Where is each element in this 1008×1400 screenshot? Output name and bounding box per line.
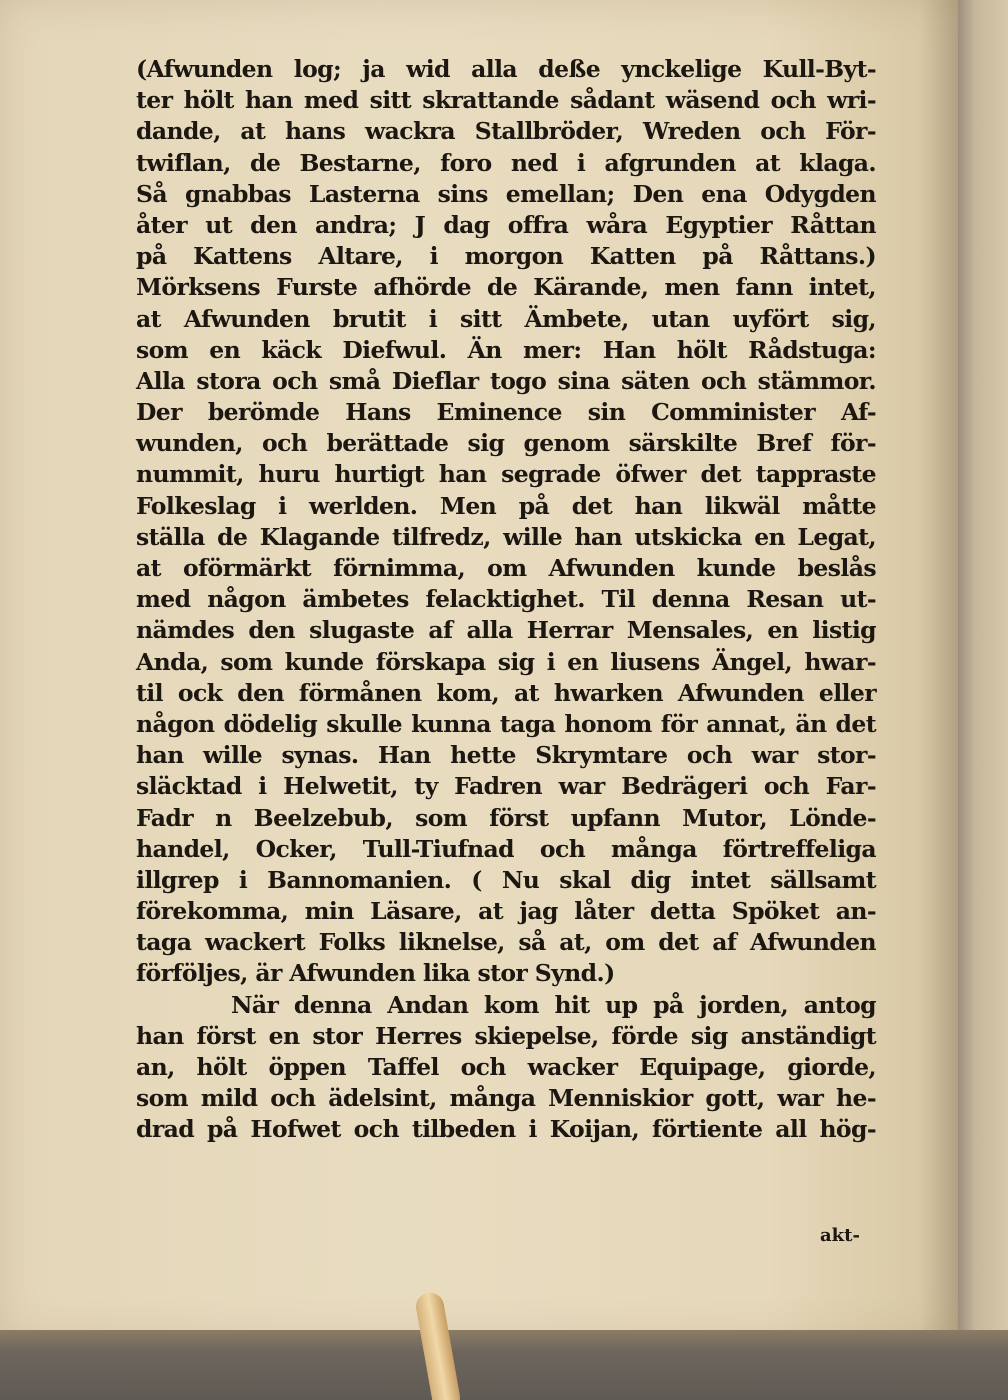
text-line: Der berömde Hans Eminence sin Comminister Af- — [136, 398, 876, 427]
text-line: nämdes den slugaste af alla Herrar Mensales, en listig — [136, 616, 876, 645]
text-line: twiflan, de Bestarne, foro ned i afgrunden at klaga. — [136, 148, 876, 177]
text-line: Så gnabbas Lasterna sins emellan; Den ena Odygden — [136, 179, 876, 208]
text-line: Mörksens Furste afhörde de Kärande, men fann intet, — [136, 273, 876, 302]
text-line: Fadr n Beelzebub, som först upfann Mutor, Lönde- — [136, 803, 876, 832]
text-line: på Kattens Altare, i morgon Katten på Råttans.) — [136, 242, 876, 271]
text-line: Folkeslag i werlden. Men på det han likwäl måtte — [136, 491, 876, 520]
text-line: an, hölt öppen Taffel och wacker Equipage, giorde, — [136, 1053, 876, 1081]
text-line: wunden, och berättade sig genom särskilte Bref för- — [136, 429, 876, 458]
text-line: som en käck Diefwul. Än mer: Han hölt Rådstuga: — [136, 335, 876, 364]
text-line: släcktad i Helwetit, ty Fadren war Bedrägeri och Far- — [136, 772, 876, 801]
text-line: som mild och ädelsint, många Menniskior gott, war he- — [136, 1084, 876, 1113]
page-text — [136, 54, 876, 1146]
text-line: förekomma, min Läsare, at jag låter detta Spöket an- — [136, 897, 876, 926]
text-line: illgrep i Bannomanien. ( Nu skal dig intet sällsamt — [136, 865, 876, 894]
text-line: at Afwunden brutit i sitt Ämbete, utan uyfört sig, — [136, 304, 876, 333]
text-line: När denna Andan kom hit up på jorden, antog — [231, 990, 876, 1019]
text-line: Anda, som kunde förskapa sig i en liusens Ängel, hwar- — [136, 647, 876, 676]
text-line: at oförmärkt förnimma, om Afwunden kunde beslås — [136, 554, 876, 582]
text-line: taga wackert Folks liknelse, så at, om det af Afwunden — [136, 928, 876, 957]
text-line: handel, Ocker, Tull-Tiufnad och många förtreffeliga — [136, 834, 876, 863]
text-line: ter hölt han med sitt skrattande sådant wäsend och wri- — [136, 86, 876, 115]
page-edge — [958, 0, 1008, 1340]
text-line: med någon ämbetes felacktighet. Til denna Resan ut- — [136, 585, 876, 614]
text-line: någon dödelig skulle kunna taga honom för annat, än det — [136, 709, 876, 738]
text-line: drad på Hofwet och tilbeden i Koijan, förtiente all hög- — [136, 1115, 876, 1144]
text-line: han wille synas. Han hette Skrymtare och war stor- — [136, 741, 876, 770]
text-line: Alla stora och små Dieflar togo sina säten och stämmor. — [136, 366, 876, 395]
scanner-bed — [0, 1330, 1008, 1400]
text-line: til ock den förmånen kom, at hwarken Afwunden eller — [136, 678, 876, 707]
text-line: (Afwunden log; ja wid alla deße ynckelige Kull-Byt- — [136, 55, 876, 83]
text-line: han först en stor Herres skiepelse, förde sig anständigt — [136, 1021, 876, 1050]
text-line: ställa de Klagande tilfredz, wille han utskicka en Legat, — [136, 522, 876, 551]
catchword: akt- — [820, 1225, 860, 1246]
text-line: dande, at hans wackra Stallbröder, Wreden och För- — [136, 117, 876, 146]
text-line: nummit, huru hurtigt han segrade öfwer det tappraste — [136, 460, 876, 489]
text-line: åter ut den andra; J dag offra wåra Egyptier Råttan — [136, 210, 876, 239]
text-line: förföljes, är Afwunden lika stor Synd.) — [136, 959, 615, 988]
